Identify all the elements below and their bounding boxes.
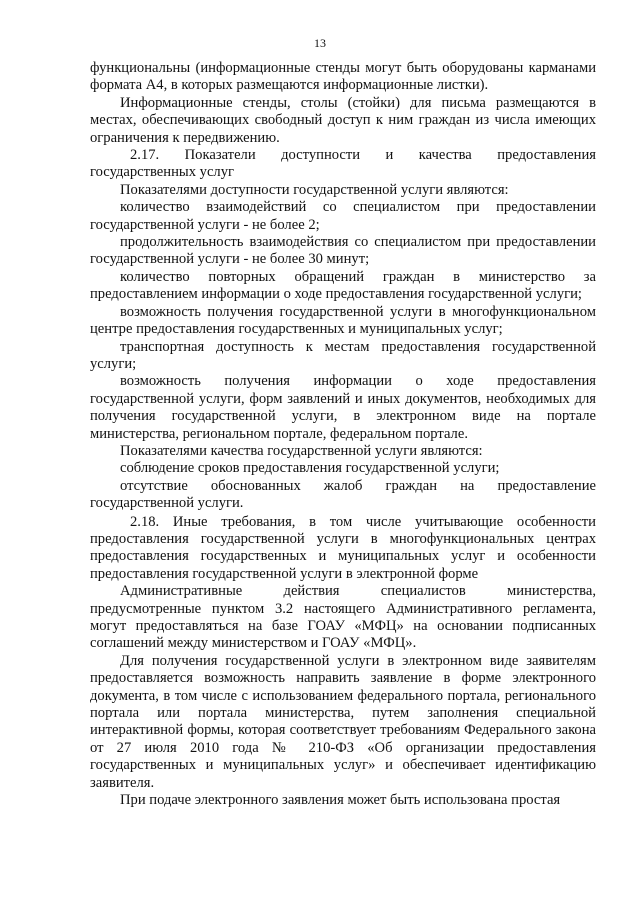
paragraph-stands-placement: Информационные стенды, столы (стойки) для письма размещаются в местах, обеспечивающих свободный доступ к ним граждан из числа имеющих ограничения к передвижению. <box>90 94 596 146</box>
list-item-no-complaints: отсутствие обоснованных жалоб граждан на предоставление государственной услуги. <box>90 477 596 512</box>
list-item-deadlines: соблюдение сроков предоставления государственной услуги; <box>120 460 500 477</box>
list-item-interactions-count: количество взаимодействий со специалистом при предоставлении государственной услуги - не более 2; <box>90 199 596 233</box>
list-item-interaction-duration: продолжительность взаимодействия со специалистом при предоставлении государственной услуги - не более 30 минут; <box>90 234 596 268</box>
list-item-repeat-requests: количество повторных обращений граждан в министерство за предоставлением информации о ходе предоставления государственной услуги; <box>90 268 596 303</box>
paragraph-accessibility-intro: Показателями доступности государственной услуги являются: <box>120 181 509 198</box>
paragraph-electronic-application: Для получения государственной услуги в электронном виде заявителям предоставляется возможность направить заявление в форме электронного документа, в том числе с использованием федерального портала, регионального портала или портала министерства, путем заполнения специальной интерактивной формы, которая соответствует требованиям Федерального закона от 27 июля 2010 года № 210-ФЗ «Об организации предоставления государственных и муниципальных услуг» и обеспечивает идентификацию заявителя. <box>90 652 596 791</box>
document-body <box>90 60 596 809</box>
section-heading-2-17: 2.17. Показатели доступности и качества предоставления государственных услуг <box>90 147 596 181</box>
list-item-mfc-possibility: возможность получения государственной услуги в многофункциональном центре предоставления государственных и муниципальных услуг; <box>90 303 596 338</box>
paragraph-stands-continued: функциональны (информационные стенды могут быть оборудованы карманами формата А4, в которых размещаются информационные листки). <box>90 60 596 94</box>
paragraph-quality-intro: Показателями качества государственной услуги являются: <box>120 442 483 459</box>
section-heading-2-18: 2.18. Иные требования, в том числе учитывающие особенности предоставления государственной услуги в многофункциональных центрах предоставления государственных и муниципальных услуг и особенности предоставления государственной услуги в электронной форме <box>90 513 596 582</box>
paragraph-electronic-signature: При подаче электронного заявления может быть использована простая <box>120 792 561 809</box>
paragraph-mfc-actions: Административные действия специалистов министерства, предусмотренные пунктом 3.2 настоящего Административного регламента, могут предоставляться на базе ГОАУ «МФЦ» на основании подписанных соглашений между министерством и ГОАУ «МФЦ». <box>90 583 596 652</box>
list-item-transport-access: транспортная доступность к местам предоставления государственной услуги; <box>90 338 596 372</box>
page-number: 13 <box>314 36 326 50</box>
list-item-info-possibility: возможность получения информации о ходе предоставления государственной услуги, форм заявлений и иных документов, необходимых для получения государственной услуги, в электронном виде на портале министерства, региональном портале, федеральном портале. <box>90 373 596 442</box>
